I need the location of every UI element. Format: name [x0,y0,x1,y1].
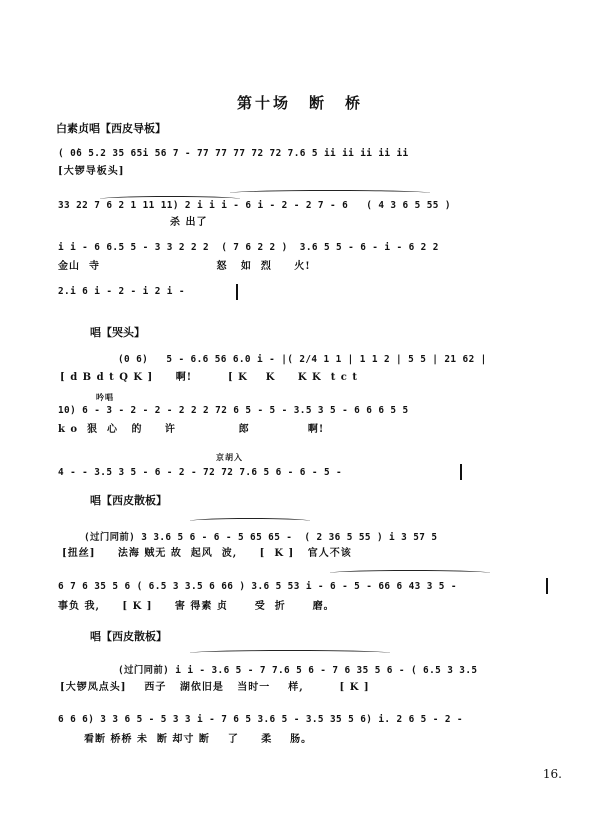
final-barline-3 [546,578,548,594]
final-barline-2 [460,464,462,480]
notation-line-5: (0 6) 5 - 6.6 56 6.0 i - |( 2/4 1 1 | 1 1 2 | 5 5 | 21 62 | [118,354,487,365]
lyrics-line-10: [大锣凤点头] 西子 湖依旧是 当时一 样, [ K ] [60,682,370,693]
lyrics-line-9: 事负 我, [ K ] 害 得素 贞 受 折 磨。 [58,601,335,612]
notation-line-8: (过门同前) 3 3.6 5 6 - 6 - 5 65 65 - ( 2 36 5 55 ) i 3 57 5 [84,532,438,543]
notation-line-9: 6 7 6 35 5 6 ( 6.5 3 3.5 6 66 ) 3.6 5 53 i - 6 - 5 - 66 6 43 3 5 - [58,581,457,592]
lyrics-line-11: 看断 桥桥 未 断 却寸 断 了 柔 肠。 [84,734,313,745]
lyrics-line-5: [ d B d t Q K ] 啊! [ K K K K t c t [60,372,358,383]
page-title: 第十场 断 桥 [236,94,363,112]
notation-line-7: 4 - - 3.5 3 5 - 6 - 2 - 72 72 7.6 5 6 - 6 - 5 - [58,467,343,478]
notation-line-6: 10) 6 - 3 - 2 - 2 - 2 2 2 72 6 5 - 5 - 3.5 3 5 - 6 6 6 5 5 [58,405,409,416]
annotation-jinghu: 京胡入 [216,452,243,462]
final-barline-1 [236,284,238,300]
notation-line-11: 6 6 6) 3 3 6 5 - 5 3 3 i - 7 6 5 3.6 5 - 3.5 35 5 6) i. 2 6 5 - 2 - [58,714,463,725]
slur-mark [230,190,430,196]
lyrics-line-1: [大锣导板头] [58,166,125,177]
slur-mark [330,570,490,576]
notation-line-4: 2.i 6 i - 2 - i 2 i - [58,286,185,297]
section-label-2: 唱【哭头】 [90,326,145,339]
page-number: 16. [542,767,562,781]
slur-mark [190,650,390,656]
notation-line-2: 33 22 7 6 2 1 11 11) 2 i i i - 6 i - 2 - 2 7 - 6 ( 4 3 6 5 55 ) [58,200,451,211]
section-label-1: 白素贞唱【西皮导板】 [56,122,166,135]
section-label-4: 唱【西皮散板】 [90,630,167,643]
notation-line-3: i i - 6 6.5 5 - 3 3 2 2 2 ( 7 6 2 2 ) 3.6 5 5 - 6 - i - 6 2 2 [58,242,439,253]
lyrics-line-6: k o 狠 心 的 许 郎 啊! [58,424,325,435]
annotation-yin: 吟唱 [96,392,114,402]
slur-mark [100,196,240,202]
notation-line-1: ( 0̇6 5.2 35 65i 56 7 - 77 77 77 72 72 7.6 5 ii ii ii ii ii [58,148,409,159]
slur-mark [190,518,310,524]
section-label-3: 唱【西皮散板】 [90,494,167,507]
lyrics-line-2: 杀 出了 [58,217,208,228]
lyrics-line-3: 金山 寺 怒 如 烈 火! [58,261,311,272]
notation-line-10: (过门同前) i i - 3.6 5 - 7 7.6 5 6 - 7 6 35 5 6 - ( 6.5 3 3.5 [118,665,478,676]
lyrics-line-8: [扭丝] 法海 贼无 故 起风 波, [ K ] 官人不该 [62,548,352,559]
